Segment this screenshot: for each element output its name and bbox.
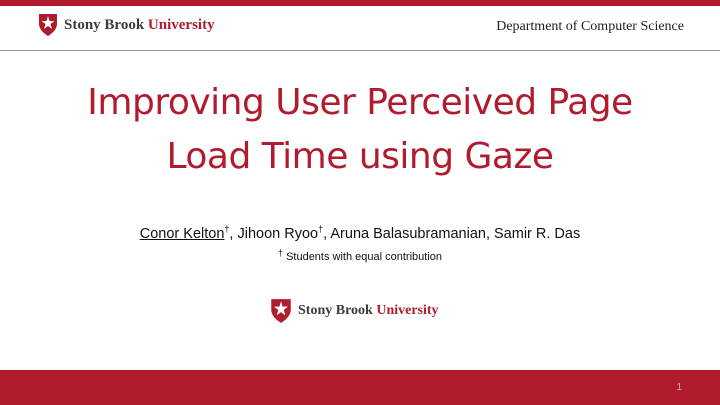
contribution-note [40,248,680,263]
header-university-logo [38,13,215,37]
header-logo-text: Stony Brook University [64,16,215,33]
shield-logo-icon [270,298,292,324]
equal-contribution-mark: † [318,224,324,234]
slide-title [40,76,680,184]
center-logo-text: Stony Brook University [298,303,439,318]
author-jihoon-ryoo: Jihoon Ryoo [237,226,319,242]
author-conor-kelton: Conor Kelton [139,226,225,242]
author-separator: , [323,226,331,242]
department-name: Department of Computer Science [496,19,684,34]
author-remaining: Aruna Balasubramanian, Samir R. Das [330,226,581,242]
note-dagger: † [277,248,283,258]
page-number: 1 [676,382,682,393]
author-separator: , [229,226,238,242]
title-line-1: Improving User Perceived Page [87,82,633,123]
note-text: Students with equal contribution [286,251,442,263]
header-divider [0,50,720,51]
slide-header [0,6,720,46]
title-line-2: Load Time using Gaze [166,136,554,177]
center-university-logo [270,298,439,324]
equal-contribution-mark: † [224,224,230,234]
shield-logo-icon [38,13,58,37]
author-list [40,224,680,242]
slide-footer [0,370,720,405]
